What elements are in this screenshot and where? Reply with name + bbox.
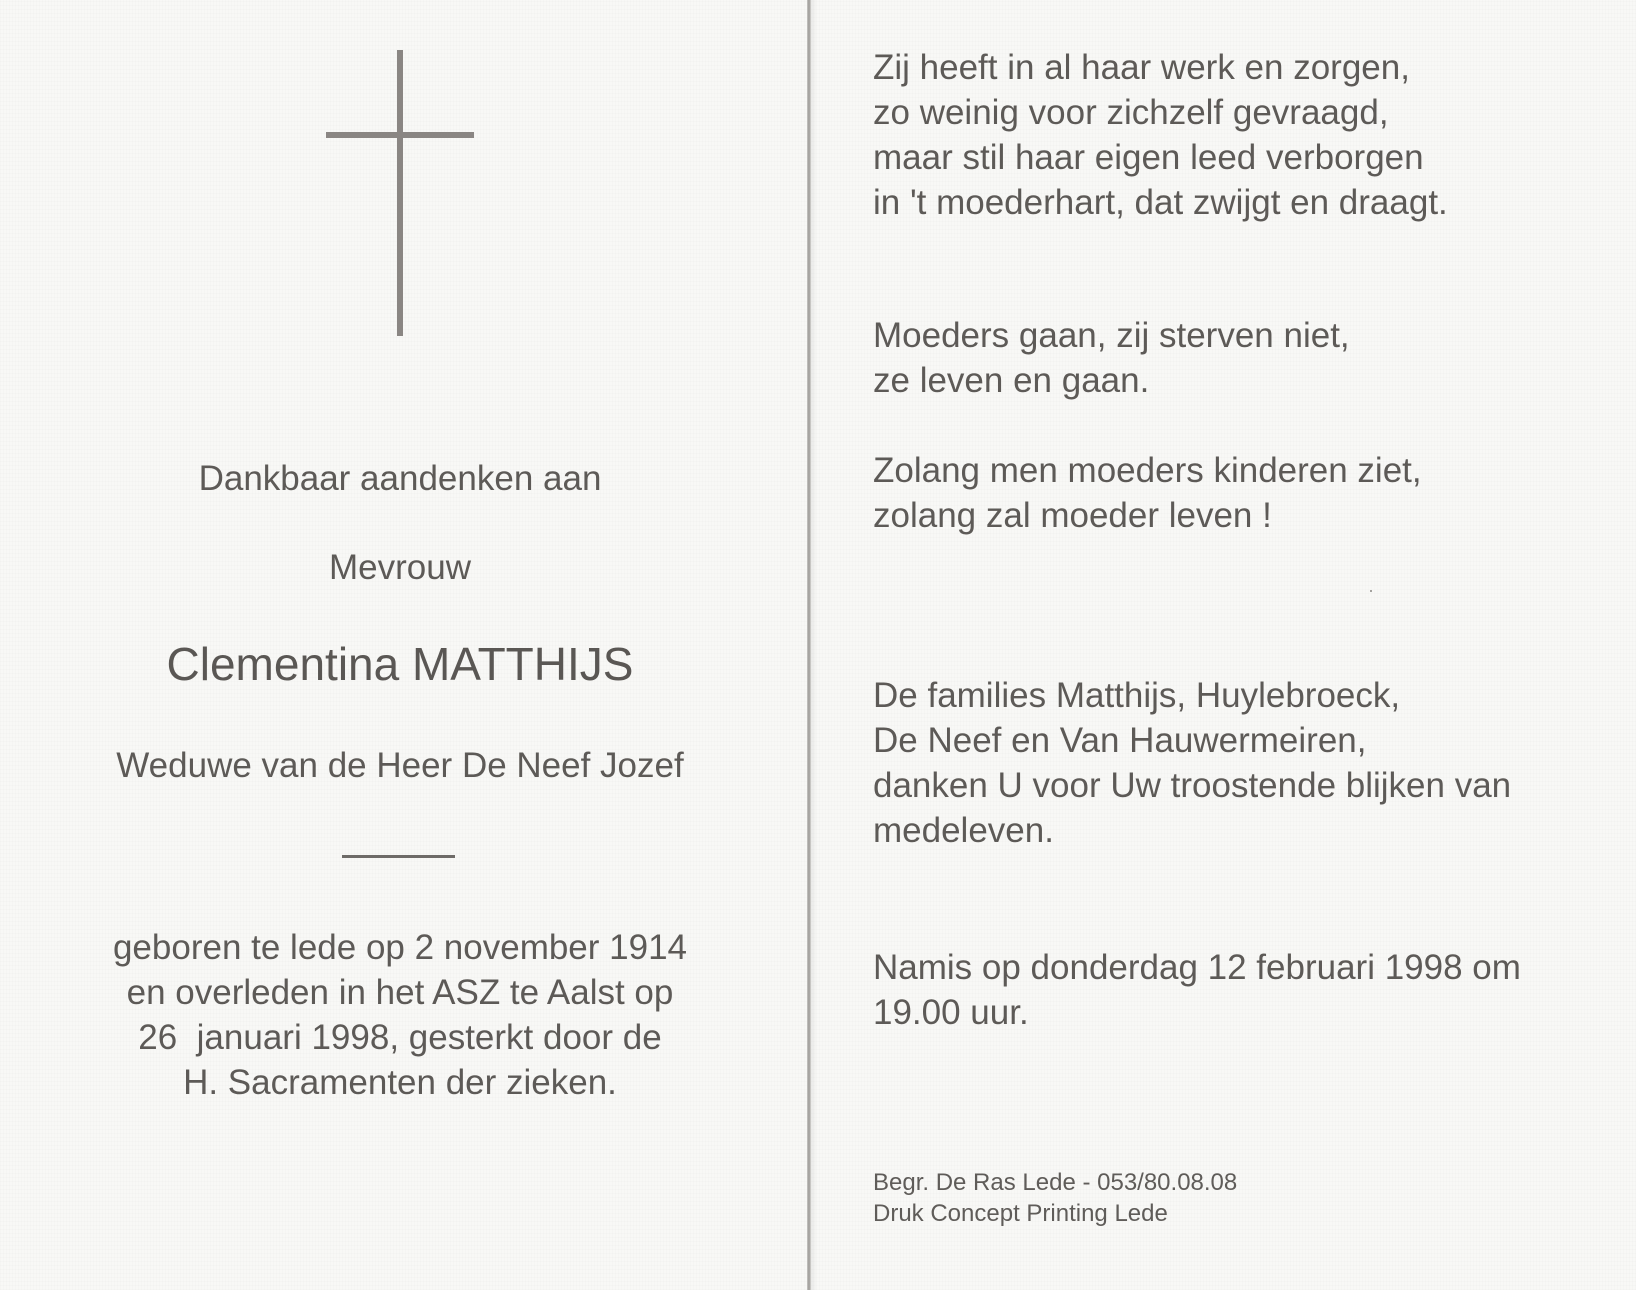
cross-horizontal-bar [326,132,474,138]
bio-line: H. Sacramenten der zieken. [183,1063,617,1102]
poem-line: maar stil haar eigen leed verborgen [873,138,1424,177]
family-thanks [873,673,1593,853]
deceased-name: Clementina MATTHIJS [166,638,634,690]
credit-line: Druk Concept Printing Lede [873,1200,1168,1227]
bio-line: geboren te lede op 2 november 1914 [112,928,688,967]
service-line: 19.00 uur. [873,993,1029,1032]
bio-line: 26 januari 1998, gesterkt door de [138,1018,662,1057]
credit-line: Begr. De Ras Lede - 053/80.08.08 [873,1169,1238,1196]
card-fold-shadow [811,0,817,1290]
remembrance-intro: Dankbaar aandenken aan [198,459,602,498]
thanks-line: medeleven. [873,811,1054,850]
poem-stanza-2 [873,313,1593,403]
thanks-line: danken U voor Uw troostende blijken van [873,766,1512,805]
poem-stanza-3 [873,448,1593,538]
poem-line: Moeders gaan, zij sterven niet, [873,316,1350,355]
service-notice [873,945,1593,1035]
honorific: Mevrouw [329,548,471,587]
poem-line: in 't moederhart, dat zwijgt en draagt. [873,183,1448,222]
widow-of-line: Weduwe van de Heer De Neef Jozef [116,746,684,785]
poem-line: ze leven en gaan. [873,361,1150,400]
poem-line: zolang zal moeder leven ! [873,496,1272,535]
biography [0,925,800,1105]
thanks-line: De Neef en Van Hauwermeiren, [873,721,1367,760]
service-line: Namis op donderdag 12 februari 1998 om [873,948,1521,987]
poem-stanza-1 [873,45,1593,225]
printer-credits [873,1167,1237,1229]
cross-icon [326,50,474,336]
cross-vertical-bar [397,50,403,336]
bio-line: en overleden in het ASZ te Aalst op [126,973,674,1012]
thanks-line: De families Matthijs, Huylebroeck, [873,676,1401,715]
paper-speck [1370,590,1372,592]
poem-line: Zolang men moeders kinderen ziet, [873,451,1422,490]
poem-line: zo weinig voor zichzelf gevraagd, [873,93,1389,132]
poem-line: Zij heeft in al haar werk en zorgen, [873,48,1410,87]
divider-line [342,855,455,858]
